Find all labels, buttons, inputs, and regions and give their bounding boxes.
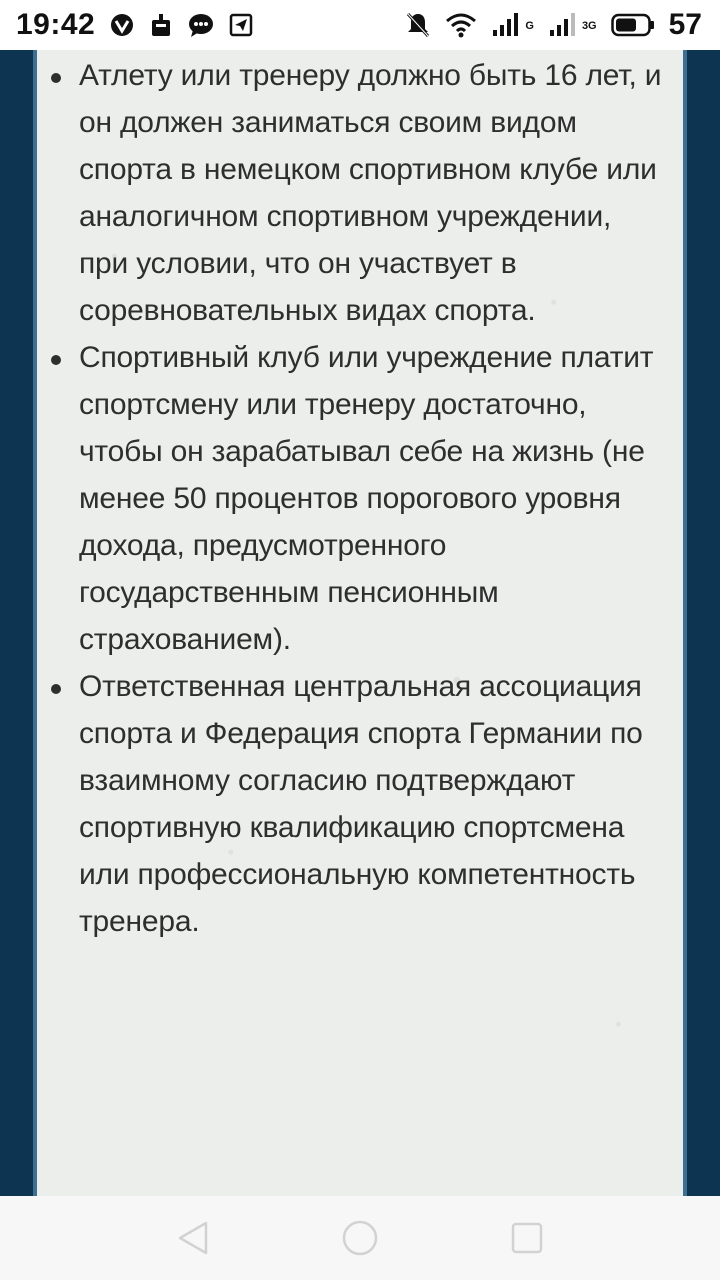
signal-sim2-icon <box>548 12 578 38</box>
recents-square-icon <box>509 1220 545 1256</box>
status-bar <box>0 0 720 50</box>
battery-icon <box>611 13 655 37</box>
list-item <box>79 334 663 663</box>
home-button[interactable] <box>336 1214 384 1262</box>
status-bar-right <box>405 8 702 42</box>
muted-bell-icon <box>405 11 431 39</box>
back-triangle-icon <box>176 1220 210 1256</box>
chat-bubble-icon <box>187 12 215 38</box>
list-item <box>79 663 663 945</box>
signal-sim1-icon <box>491 12 521 38</box>
vpn-shield-icon <box>109 12 135 38</box>
status-bar-left <box>16 8 253 42</box>
telegram-icon <box>229 13 253 37</box>
battery-level: 57 <box>668 8 702 41</box>
sim2-network-label: 3G <box>581 20 597 32</box>
list-item-text: Атлету или тренеру должно быть 16 лет, и он должен заниматься своим видом спорта в немецком спортивном клубе или аналогичном спортивном учреждении, при условии, что он участвует в соревновательных видах спорта. <box>79 59 662 327</box>
list-item-text: Спортивный клуб или учреждение платит спортсмену или тренеру достаточно, чтобы он зарабатывал себе на жизнь (не менее 50 процентов порогового уровня дохода, предусмотренного государственным пенсионным страхованием). <box>79 341 654 656</box>
wifi-icon <box>445 12 477 38</box>
recents-button[interactable] <box>503 1214 551 1262</box>
requirements-list <box>37 50 683 945</box>
home-circle-icon <box>340 1218 380 1258</box>
content-frame <box>0 50 720 1196</box>
article-body[interactable] <box>37 50 683 1196</box>
list-item <box>79 52 663 334</box>
sim1-network-label: G <box>525 20 534 32</box>
clock: 19:42 <box>16 8 96 41</box>
navigation-bar <box>0 1196 720 1280</box>
back-button[interactable] <box>169 1214 217 1262</box>
robot-icon <box>149 12 173 38</box>
list-item-text: Ответственная центральная ассоциация спорта и Федерация спорта Германии по взаимному согласию подтверждают спортивную квалификацию спортсмена или профессиональную компетентность тренера. <box>79 670 643 938</box>
